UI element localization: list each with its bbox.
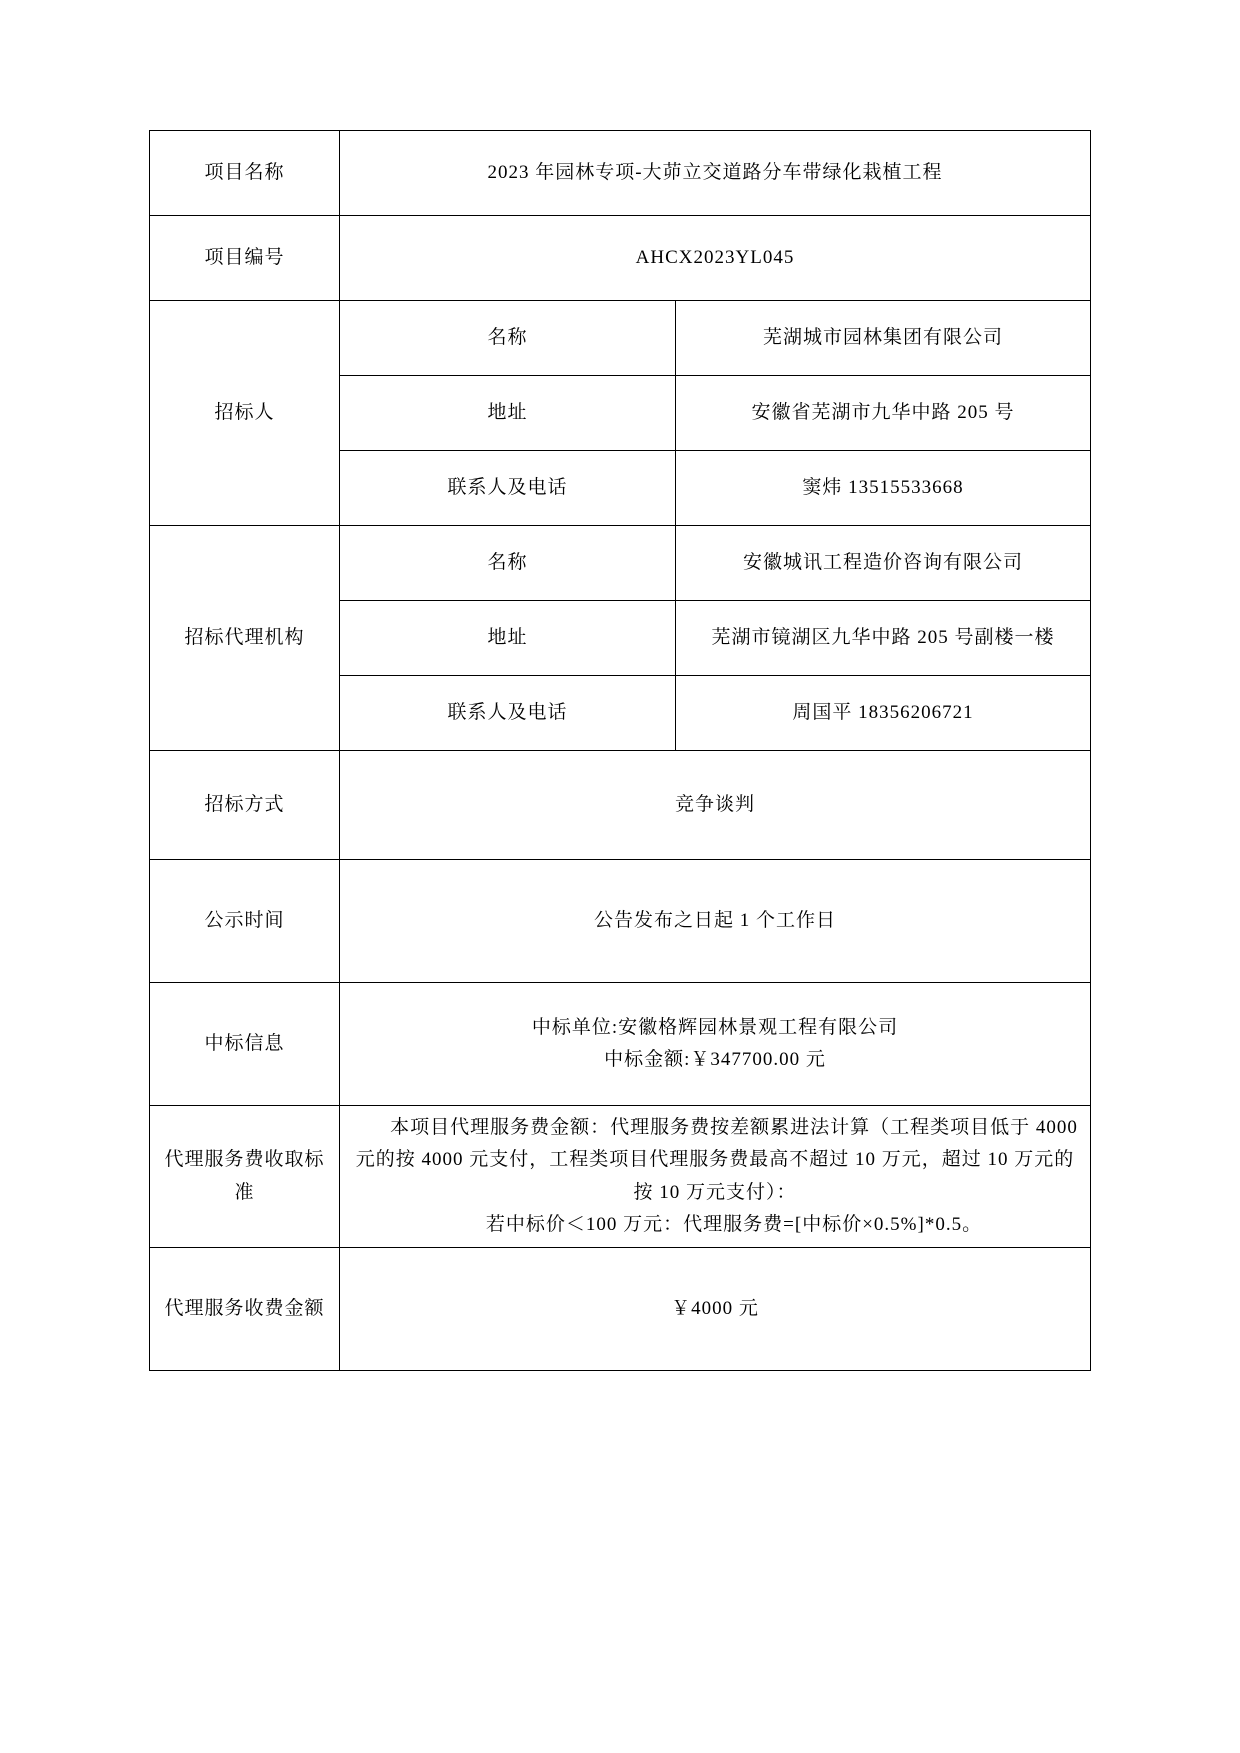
table-row-project-name bbox=[150, 131, 1091, 216]
table-row-agency-name bbox=[150, 526, 1091, 601]
label-publicity-period: 公示时间 bbox=[150, 860, 340, 983]
value-tenderee-contact: 窦炜 13515533668 bbox=[676, 451, 1091, 526]
label-tender-method: 招标方式 bbox=[150, 751, 340, 860]
label-project-code: 项目编号 bbox=[150, 216, 340, 301]
sublabel-agency-address: 地址 bbox=[340, 601, 676, 676]
label-fee-amount: 代理服务收费金额 bbox=[150, 1248, 340, 1371]
value-winner-info bbox=[340, 983, 1091, 1106]
table-row-publicity-period bbox=[150, 860, 1091, 983]
value-agency-address: 芜湖市镜湖区九华中路 205 号副楼一楼 bbox=[676, 601, 1091, 676]
value-publicity-period: 公告发布之日起 1 个工作日 bbox=[340, 860, 1091, 983]
sublabel-agency-name: 名称 bbox=[340, 526, 676, 601]
value-tenderee-address: 安徽省芜湖市九华中路 205 号 bbox=[676, 376, 1091, 451]
label-agency: 招标代理机构 bbox=[150, 526, 340, 751]
bid-announcement-table bbox=[149, 130, 1091, 1371]
label-fee-standard: 代理服务费收取标准 bbox=[150, 1106, 340, 1248]
value-project-name: 2023 年园林专项-大茆立交道路分车带绿化栽植工程 bbox=[340, 131, 1091, 216]
fee-standard-paragraph-1: 本项目代理服务费金额：代理服务费按差额累进法计算（工程类项目低于 4000 元的按 4000 元支付，工程类项目代理服务费最高不超过 10 万元，超过 10 万元的按 10 万元支付）： bbox=[355, 1117, 1078, 1203]
fee-standard-paragraph-2: 若中标价＜100 万元：代理服务费=[中标价×0.5%]*0.5。 bbox=[485, 1213, 983, 1235]
table-row-fee-amount bbox=[150, 1248, 1091, 1371]
table-row-tender-method bbox=[150, 751, 1091, 860]
value-tender-method: 竞争谈判 bbox=[340, 751, 1091, 860]
sublabel-tenderee-contact: 联系人及电话 bbox=[340, 451, 676, 526]
label-tenderee: 招标人 bbox=[150, 301, 340, 526]
sublabel-tenderee-name: 名称 bbox=[340, 301, 676, 376]
table-row-project-code bbox=[150, 216, 1091, 301]
sublabel-agency-contact: 联系人及电话 bbox=[340, 676, 676, 751]
value-agency-name: 安徽城讯工程造价咨询有限公司 bbox=[676, 526, 1091, 601]
winner-company: 中标单位:安徽格辉园林景观工程有限公司 bbox=[531, 1016, 899, 1038]
table-row-winner-info bbox=[150, 983, 1091, 1106]
label-project-name: 项目名称 bbox=[150, 131, 340, 216]
value-project-code: AHCX2023YL045 bbox=[340, 216, 1091, 301]
sublabel-tenderee-address: 地址 bbox=[340, 376, 676, 451]
value-agency-contact: 周国平 18356206721 bbox=[676, 676, 1091, 751]
table-row-tenderee-name bbox=[150, 301, 1091, 376]
label-winner-info: 中标信息 bbox=[150, 983, 340, 1106]
winner-amount: 中标金额:￥347700.00 元 bbox=[604, 1049, 826, 1070]
value-fee-amount: ￥4000 元 bbox=[340, 1248, 1091, 1371]
value-fee-standard bbox=[340, 1106, 1091, 1248]
table-row-fee-standard bbox=[150, 1106, 1091, 1248]
value-tenderee-name: 芜湖城市园林集团有限公司 bbox=[676, 301, 1091, 376]
